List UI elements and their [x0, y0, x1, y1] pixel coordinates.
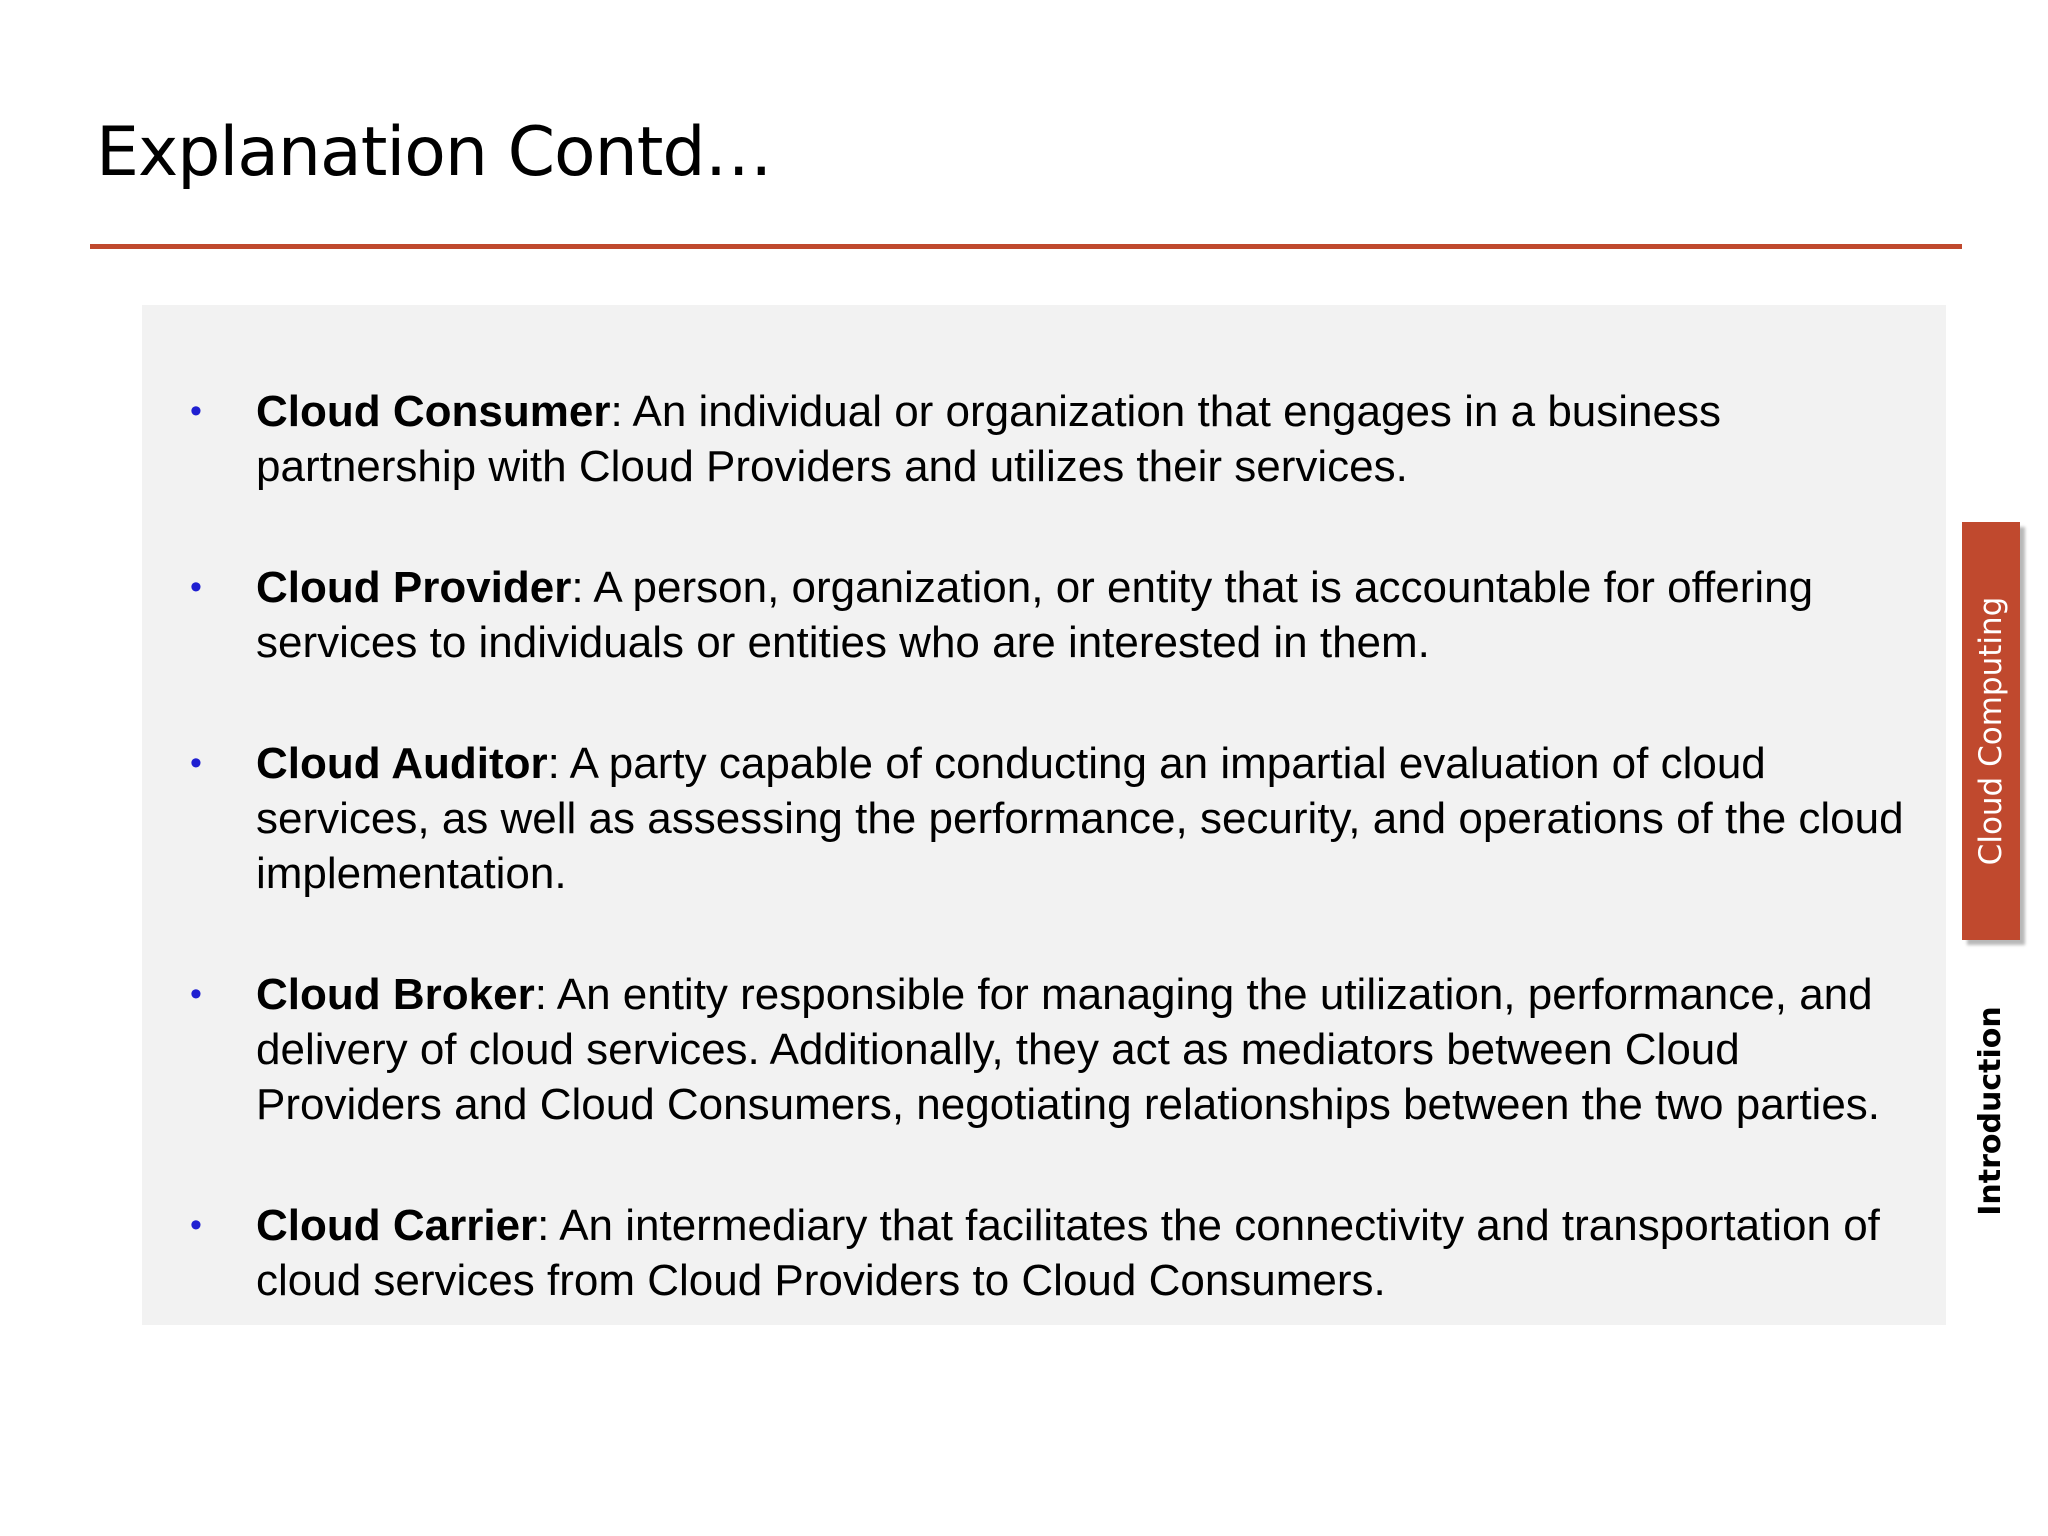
bullet-term: Cloud Carrier — [256, 1201, 538, 1250]
section-side-label — [1962, 1008, 2020, 1214]
bullet-item-cloud-carrier — [190, 1198, 1930, 1308]
bullet-item-cloud-auditor — [190, 736, 1930, 901]
section-label: Introduction — [1973, 1006, 2008, 1216]
bullet-term: Cloud Consumer — [256, 387, 611, 436]
bullet-text: : An individual or organization that engages in a business partnership with Cloud Providers and utilizes their services. — [256, 387, 1721, 491]
slide-title: Explanation Contd… — [96, 113, 772, 192]
bullet-dot-icon: • — [190, 1206, 202, 1244]
title-divider — [90, 244, 1962, 249]
bullet-text: : A person, organization, or entity that is accountable for offering services to individuals or entities who are interested in them. — [256, 563, 1814, 667]
course-side-tab — [1962, 522, 2020, 940]
bullet-item-cloud-broker — [190, 967, 1930, 1132]
bullet-dot-icon: • — [190, 568, 202, 606]
course-tab-label: Cloud Computing — [1973, 596, 2009, 866]
bullet-item-cloud-consumer — [190, 384, 1930, 494]
bullet-dot-icon: • — [190, 975, 202, 1013]
bullet-text: : An entity responsible for managing the utilization, performance, and delivery of cloud services. Additionally, they act as mediators between Cloud Providers and Cloud Consumers, negotiating relationships between the two parties. — [256, 970, 1881, 1129]
bullet-dot-icon: • — [190, 744, 202, 782]
bullet-term: Cloud Auditor — [256, 739, 548, 788]
bullet-text: : An intermediary that facilitates the connectivity and transportation of cloud services from Cloud Providers to Cloud Consumers. — [256, 1201, 1880, 1305]
bullet-item-cloud-provider — [190, 560, 1930, 670]
bullet-dot-icon: • — [190, 392, 202, 430]
bullet-term: Cloud Broker — [256, 970, 535, 1019]
bullet-text: : A party capable of conducting an impartial evaluation of cloud services, as well as assessing the performance, security, and operations of the cloud implementation. — [256, 739, 1904, 898]
bullet-list — [190, 384, 1930, 1374]
bullet-term: Cloud Provider — [256, 563, 572, 612]
